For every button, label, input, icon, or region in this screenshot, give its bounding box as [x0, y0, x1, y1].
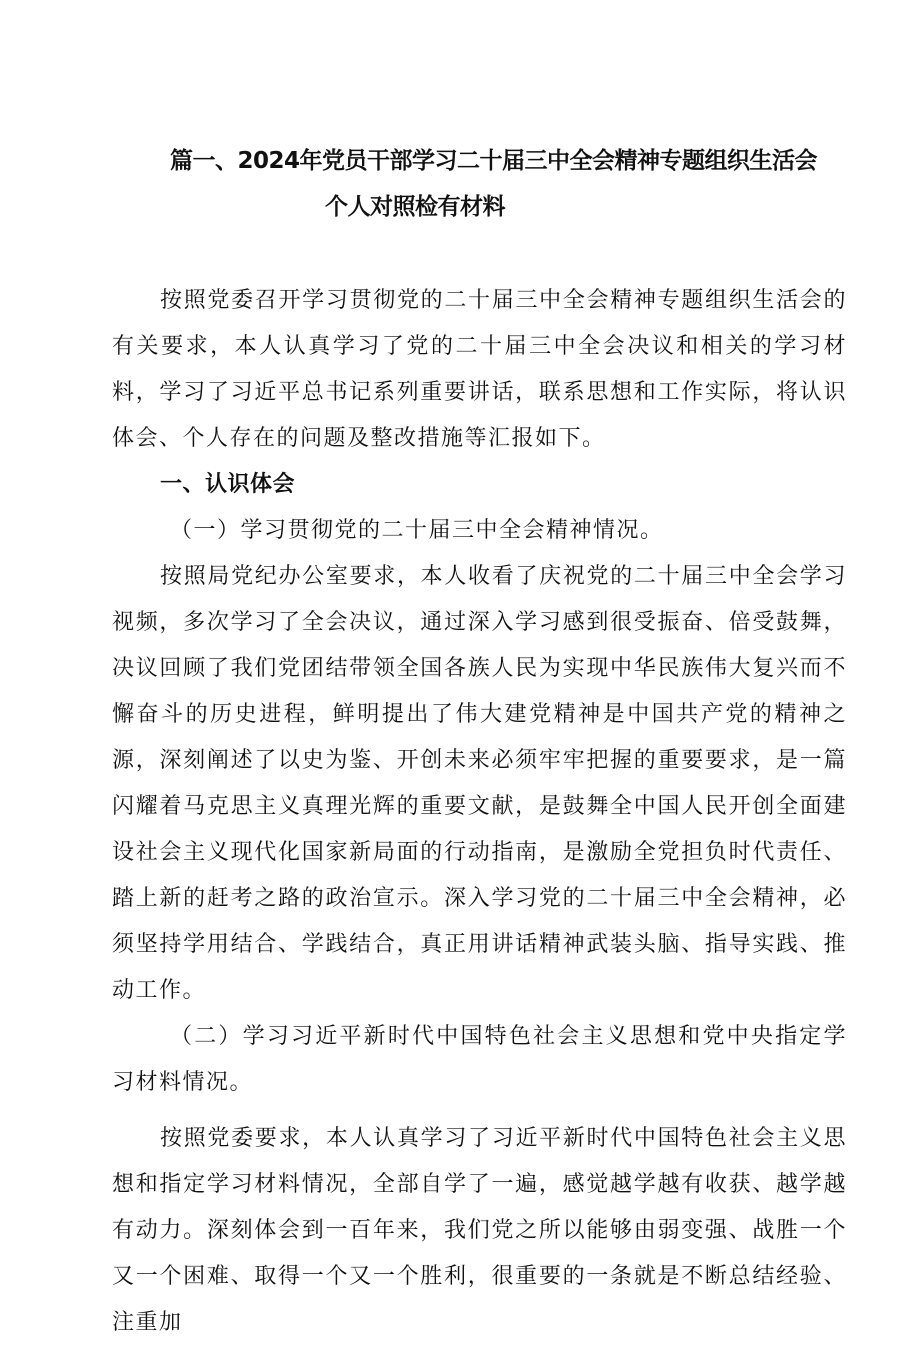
section-heading-1: 一、认识体会 [160, 472, 296, 497]
document-body [112, 278, 847, 1346]
title-line-2: 个人对照检有材料 [325, 194, 505, 220]
intro-paragraph: 按照党委召开学习贯彻党的二十届三中全会精神专题组织生活会的有关要求，本人认真学习了党的二十届三中全会决议和相关的学习材料，学习了习近平总书记系列重要讲话，联系思想和工作实际，将认识体会、个人存在的问题及整改措施等汇报如下。 [112, 288, 847, 451]
sub-1-paragraph: 按照局党纪办公室要求，本人收看了庆祝党的二十届三中全会学习视频，多次学习了全会决议，通过深入学习感到很受振奋、倍受鼓舞，决议回顾了我们党团结带领全国各族人民为实现中华民族伟大复兴而不懈奋斗的历史进程，鲜明提出了伟大建党精神是中国共产党的精神之源，深刻阐述了以史为鉴、开创未来必须牢牢把握的重要要求，是一篇闪耀着马克思主义真理光辉的重要文献，是鼓舞全中国人民开创全面建设社会主义现代化国家新局面的行动指南，是激励全党担负时代责任、踏上新的赶考之路的政治宣示。深入学习党的二十届三中全会精神，必须坚持学用结合、学践结合，真正用讲话精神武装头脑、指导实践、推动工作。 [112, 564, 847, 1003]
sub-heading-2: （二）学习习近平新时代中国特色社会主义思想和党中央指定学习材料情况。 [112, 1024, 847, 1095]
title-line-1: 篇一、2024年党员干部学习二十届三中全会精神专题组织生活会 [170, 148, 818, 174]
paragraph-gap [112, 1106, 847, 1116]
sub-2-paragraph: 按照党委要求，本人认真学习了习近平新时代中国特色社会主义思想和指定学习材料情况，全部自学了一遍，感觉越学越有收获、越学越有动力。深刻体会到一百年来，我们党之所以能够由弱变强、战胜一个又一个困难、取得一个又一个胜利，很重要的一条就是不断总结经验、注重加 [112, 1126, 847, 1335]
sub-heading-1: （一）学习贯彻党的二十届三中全会精神情况。 [170, 518, 664, 543]
